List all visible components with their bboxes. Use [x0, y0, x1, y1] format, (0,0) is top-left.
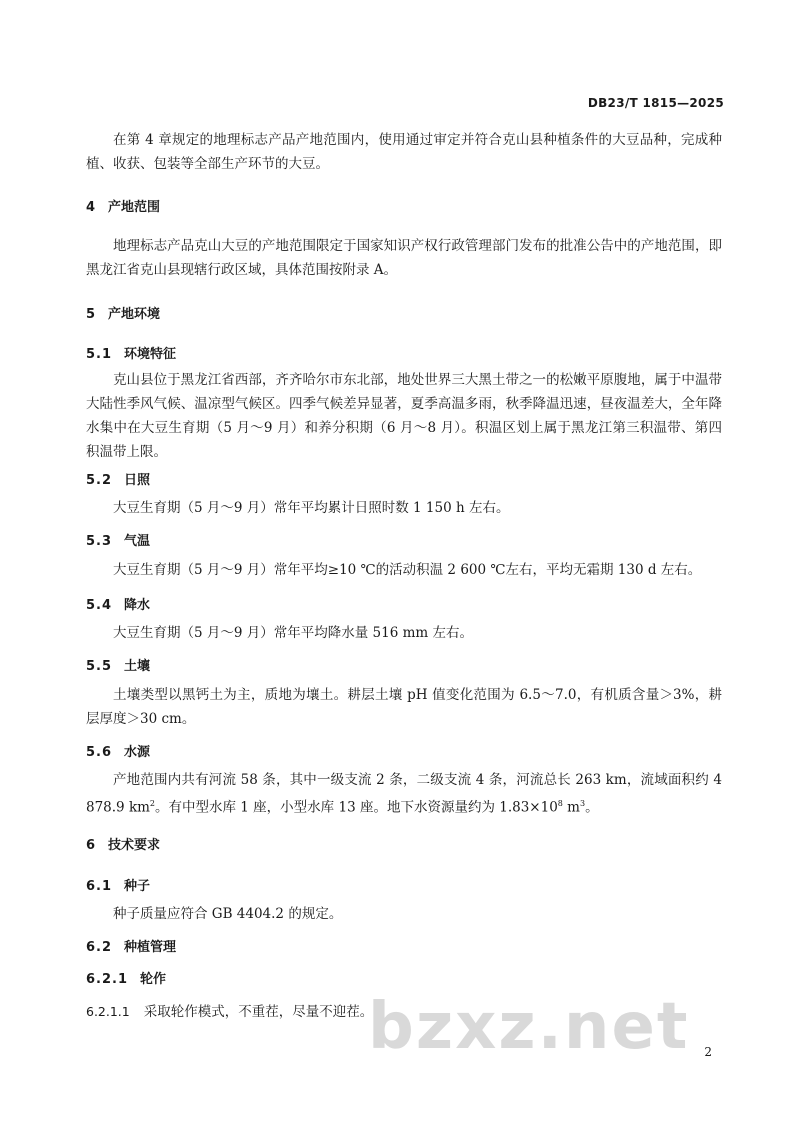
section-5-5-heading	[86, 655, 150, 674]
section-number: 5.3	[86, 534, 113, 549]
section-title: 产地环境	[108, 307, 161, 322]
section-number: 6.1	[86, 879, 113, 894]
section-title: 日照	[124, 473, 151, 488]
section-4-heading	[86, 196, 160, 215]
section-5-4-text: 大豆生育期（5 月～9 月）常年平均降水量 516 mm 左右。	[113, 625, 474, 641]
section-5-5-text: 土壤类型以黑钙土为主，质地为壤土。耕层土壤 pH 值变化范围为 6.5～7.0，有机质含量＞3%，耕层厚度＞30 cm。	[86, 687, 722, 727]
section-5-5-body	[86, 683, 722, 731]
section-title: 种子	[124, 879, 151, 894]
section-title: 气温	[124, 534, 151, 549]
intro-text: 在第 4 章规定的地理标志产品产地范围内，使用通过审定并符合克山县种植条件的大豆品种，完成种植、收获、包装等全部生产环节的大豆。	[86, 132, 722, 172]
section-5-1-heading	[86, 343, 176, 362]
section-title: 轮作	[140, 972, 167, 987]
section-title: 种植管理	[124, 940, 177, 955]
section-title: 环境特征	[124, 347, 177, 362]
section-title: 产地范围	[108, 200, 161, 215]
section-5-1-body	[86, 368, 722, 464]
clause-text: 采取轮作模式，不重茬，尽量不迎茬。	[143, 1004, 374, 1020]
clause-6-2-1-1	[86, 1000, 373, 1020]
page-number: 2	[704, 1045, 712, 1059]
section-title: 水源	[124, 745, 151, 760]
section-5-4-body	[86, 621, 722, 645]
section-5-6-heading	[86, 741, 150, 760]
section-number: 5.5	[86, 659, 113, 674]
section-4-body	[86, 234, 722, 282]
section-title: 技术要求	[108, 838, 161, 853]
section-number: 4	[86, 200, 97, 215]
section-number: 6.2	[86, 940, 113, 955]
section-6-1-heading	[86, 875, 150, 894]
section-5-6-text: 产地范围内共有河流 58 条，其中一级支流 2 条，二级支流 4 条，河流总长 263 km，流域面积约 4 878.9 $km^2$。有中型水库 1 座，小型水库 13 座。地下水资源量约为 $1.83\times 10^8$ $m^3$。	[86, 772, 722, 816]
section-number: 5.1	[86, 347, 113, 362]
section-5-3-text: 大豆生育期（5 月～9 月）常年平均≥10 ℃的活动积温 2 600 ℃左右，平均无霜期 130 d 左右。	[113, 562, 702, 578]
section-6-heading	[86, 834, 160, 853]
section-6-2-1-heading	[86, 968, 166, 987]
section-title: 降水	[124, 598, 151, 613]
section-5-1-text: 克山县位于黑龙江省西部，齐齐哈尔市东北部，地处世界三大黑土带之一的松嫩平原腹地，属于中温带大陆性季风气候、温凉型气候区。四季气候差异显著，夏季高温多雨，秋季降温迅速，昼夜温差大，全年降水集中在大豆生育期（5 月～9 月）和养分积期（6 月～8 月）。积温区划上属于黑龙江第三积温带、第四积温带上限。	[86, 372, 722, 460]
intro-paragraph	[86, 128, 722, 176]
section-5-heading	[86, 303, 160, 322]
section-5-4-heading	[86, 594, 150, 613]
watermark: bzxz.net	[368, 990, 690, 1064]
section-number: 5	[86, 307, 97, 322]
document-id-header: DB23/T 1815—2025	[587, 96, 724, 110]
section-6-1-text: 种子质量应符合 GB 4404.2 的规定。	[113, 906, 343, 922]
section-number: 5.6	[86, 745, 113, 760]
section-number: 6	[86, 838, 97, 853]
section-5-2-text: 大豆生育期（5 月～9 月）常年平均累计日照时数 1 150 h 左右。	[113, 500, 510, 516]
section-5-2-body	[86, 496, 722, 520]
section-5-3-body	[86, 558, 722, 582]
section-5-2-heading	[86, 469, 150, 488]
section-5-6-body	[86, 768, 722, 820]
section-6-1-body	[86, 902, 722, 926]
section-number: 6.2.1	[86, 972, 129, 987]
section-number: 5.4	[86, 598, 113, 613]
section-number: 5.2	[86, 473, 113, 488]
section-4-text: 地理标志产品克山大豆的产地范围限定于国家知识产权行政管理部门发布的批准公告中的产地范围，即黑龙江省克山县现辖行政区域，具体范围按附录 A。	[86, 238, 722, 278]
section-6-2-heading	[86, 936, 176, 955]
section-title: 土壤	[124, 659, 151, 674]
clause-number: 6.2.1.1	[86, 1004, 130, 1019]
section-5-3-heading	[86, 530, 150, 549]
